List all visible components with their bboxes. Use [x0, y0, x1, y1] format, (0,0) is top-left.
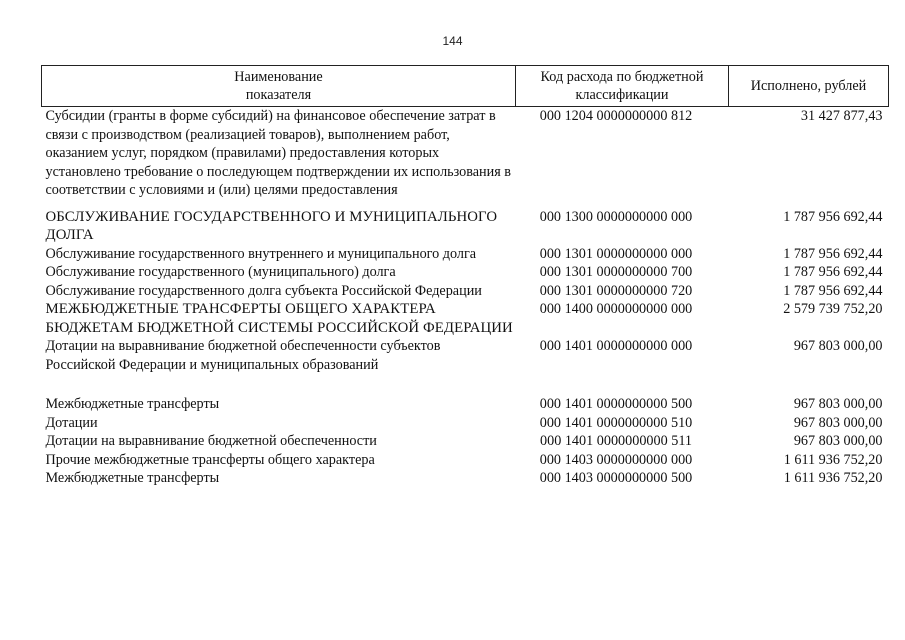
- table-row: [42, 432, 889, 451]
- row-code: 000 1401 0000000000 500: [539, 396, 693, 412]
- row-code: 000 1204 0000000000 812: [539, 108, 693, 124]
- table-row: [42, 200, 889, 245]
- row-code: 000 1301 0000000000 700: [539, 264, 693, 280]
- row-code: 000 1403 0000000000 500: [539, 470, 693, 486]
- row-amount: 1 611 936 752,20: [783, 470, 883, 486]
- budget-execution-table: [41, 65, 889, 488]
- row-amount: 967 803 000,00: [793, 396, 883, 412]
- row-amount: 967 803 000,00: [793, 414, 883, 431]
- row-code: 000 1400 0000000000 000: [539, 301, 693, 317]
- row-amount: 1 787 956 692,44: [783, 264, 883, 280]
- table-row: [42, 451, 889, 470]
- table-row: [42, 469, 889, 488]
- row-code: 000 1401 0000000000 000: [539, 338, 693, 354]
- table-row: [42, 282, 889, 301]
- row-name: Прочие межбюджетные трансферты общего характера: [45, 451, 375, 468]
- table-row: [42, 107, 889, 200]
- row-amount: 1 611 936 752,20: [783, 451, 883, 468]
- table-row: [42, 395, 889, 414]
- row-name: Межбюджетные трансферты: [45, 396, 220, 412]
- table-row: [42, 245, 889, 264]
- row-name: Межбюджетные трансферты: [45, 470, 220, 486]
- row-amount: 2 579 739 752,20: [783, 301, 883, 317]
- row-name: ОБСЛУЖИВАНИЕ ГОСУДАРСТВЕННОГО И МУНИЦИПАЛЬНОГО ДОЛГА: [45, 208, 498, 243]
- row-name: Дотации на выравнивание бюджетной обеспеченности субъектов Российской Федерации и муниципальных образований: [45, 338, 441, 373]
- row-name: Обслуживание государственного (муниципального) долга: [45, 264, 396, 280]
- header-name: Наименование показателя: [42, 66, 516, 107]
- table-row: [42, 300, 889, 337]
- row-code: 000 1403 0000000000 000: [539, 451, 693, 468]
- row-code: 000 1300 0000000000 000: [539, 208, 693, 225]
- table-row: [42, 414, 889, 433]
- row-name: Дотации на выравнивание бюджетной обеспеченности: [45, 433, 377, 449]
- row-name: МЕЖБЮДЖЕТНЫЕ ТРАНСФЕРТЫ ОБЩЕГО ХАРАКТЕРА БЮДЖЕТАМ БЮДЖЕТНОЙ СИСТЕМЫ РОССИЙСКОЙ ФЕДЕРАЦИИ: [45, 301, 513, 336]
- row-amount: 967 803 000,00: [793, 433, 883, 449]
- row-code: 000 1301 0000000000 000: [539, 245, 693, 262]
- row-amount: 1 787 956 692,44: [783, 208, 883, 225]
- header-amount: Исполнено, рублей: [729, 66, 889, 107]
- table-row: [42, 263, 889, 282]
- row-name: Обслуживание государственного долга субъекта Российской Федерации: [45, 282, 482, 299]
- row-name: Дотации: [45, 414, 98, 431]
- row-name: Обслуживание государственного внутреннего и муниципального долга: [45, 245, 477, 262]
- header-code: Код расхода по бюджетной классификации: [516, 66, 729, 107]
- row-code: 000 1401 0000000000 510: [539, 414, 693, 431]
- row-code: 000 1401 0000000000 511: [540, 433, 692, 449]
- table-header-row: [42, 66, 889, 107]
- row-amount: 967 803 000,00: [793, 338, 883, 354]
- page-number: 144: [442, 34, 463, 48]
- row-amount: 1 787 956 692,44: [783, 245, 883, 262]
- row-code: 000 1301 0000000000 720: [539, 282, 693, 299]
- row-amount: 1 787 956 692,44: [783, 282, 883, 299]
- table-row: [42, 337, 889, 395]
- row-amount: 31 427 877,43: [800, 108, 883, 124]
- row-name: Субсидии (гранты в форме субсидий) на финансовое обеспечение затрат в связи с производством (реализацией товаров), выполнением работ, оказанием услуг, порядком (правилами) предоставления которых установлено требование о последующем подтверждении их использования в соответствии с условиями и (или) целями предоставления: [45, 108, 512, 198]
